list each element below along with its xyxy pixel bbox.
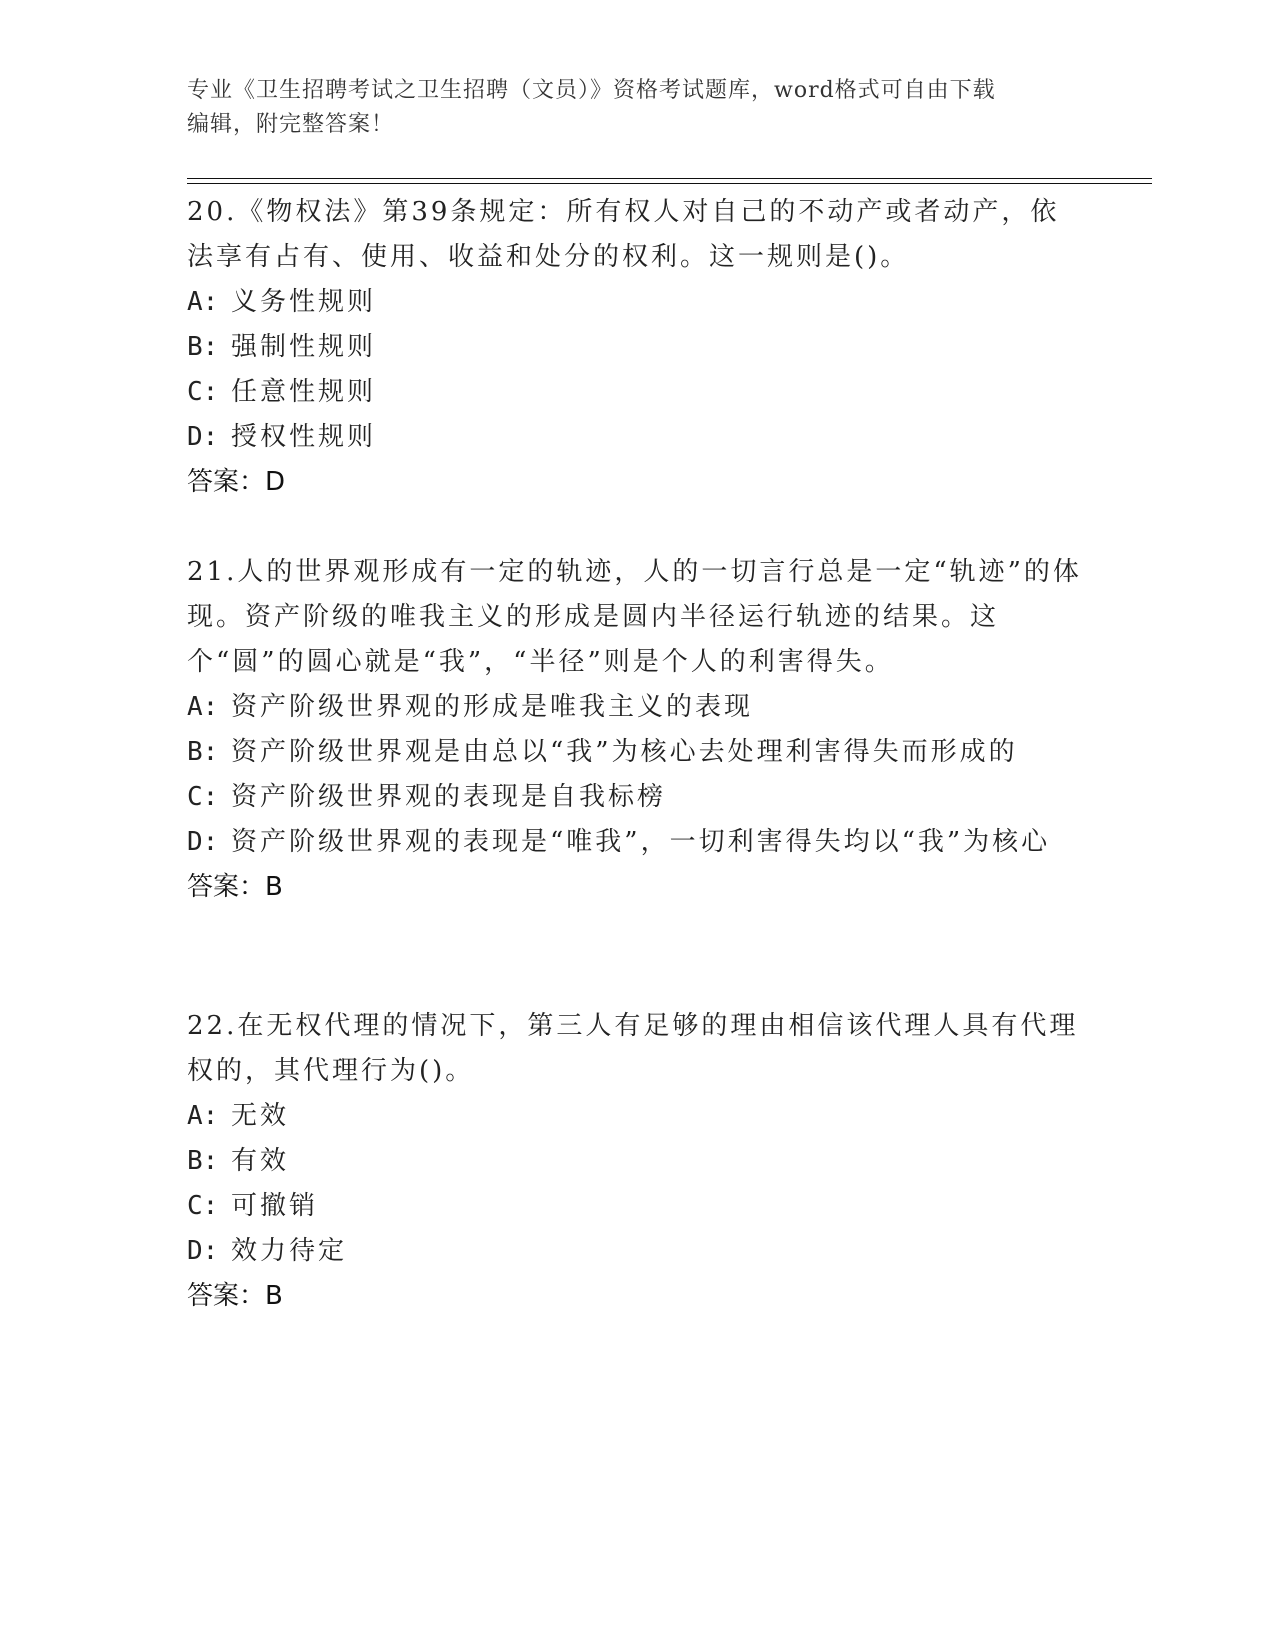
option-letter: C:: [187, 377, 219, 407]
header-line-1: 专业《卫生招聘考试之卫生招聘（文员）》资格考试题库，word格式可自由下载: [187, 78, 996, 103]
question-text: 22.在无权代理的情况下，第三人有足够的理由相信该代理人具有代理权的，其代理行为()。: [187, 1011, 1079, 1086]
question-text: 21.人的世界观形成有一定的轨迹，人的一切言行总是一定“轨迹”的体现。资产阶级的唯我主义的形成是圆内半径运行轨迹的结果。这个“圆”的圆心就是“我”，“半径”则是个人的利害得失。: [187, 557, 1082, 677]
option-text: 资产阶级世界观的表现是自我标榜: [231, 782, 667, 812]
option-text: 资产阶级世界观的表现是“唯我”，一切利害得失均以“我”为核心: [231, 827, 1051, 857]
option-letter: A:: [187, 1101, 219, 1131]
header-divider-bottom: [187, 183, 1152, 184]
option-letter: B:: [187, 332, 219, 362]
question-22: [187, 1004, 1087, 1319]
header-line-2: 编辑，附完整答案！: [187, 112, 395, 137]
option-b: [187, 730, 1087, 775]
option-c: [187, 370, 1087, 415]
option-c: [187, 775, 1087, 820]
option-letter: B:: [187, 737, 219, 767]
option-text: 资产阶级世界观的形成是唯我主义的表现: [231, 692, 754, 722]
option-text: 效力待定: [231, 1236, 348, 1266]
header-divider-top: [187, 178, 1152, 179]
option-text: 可撤销: [231, 1191, 319, 1221]
option-d: [187, 415, 1087, 460]
option-letter: D:: [187, 1236, 219, 1266]
option-text: 义务性规则: [231, 287, 377, 317]
option-text: 任意性规则: [231, 377, 377, 407]
answer: 答案：B: [187, 872, 283, 902]
option-text: 资产阶级世界观是由总以“我”为核心去处理利害得失而形成的: [231, 737, 1018, 767]
option-letter: C:: [187, 1191, 219, 1221]
option-a: [187, 280, 1087, 325]
question-20: [187, 190, 1087, 505]
option-text: 无效: [231, 1101, 290, 1131]
option-letter: C:: [187, 782, 219, 812]
option-b: [187, 1139, 1087, 1184]
option-letter: D:: [187, 827, 219, 857]
option-a: [187, 685, 1087, 730]
answer: 答案：D: [187, 467, 286, 497]
option-d: [187, 820, 1087, 865]
option-b: [187, 325, 1087, 370]
question-21: [187, 550, 1087, 910]
option-text: 授权性规则: [231, 422, 377, 452]
option-letter: A:: [187, 692, 219, 722]
option-text: 有效: [231, 1146, 290, 1176]
option-a: [187, 1094, 1087, 1139]
question-text: 20.《物权法》第39条规定：所有权人对自己的不动产或者动产，依法享有占有、使用、收益和处分的权利。这一规则是()。: [187, 197, 1060, 272]
document-header: [187, 74, 1067, 142]
option-letter: B:: [187, 1146, 219, 1176]
option-letter: D:: [187, 422, 219, 452]
option-d: [187, 1229, 1087, 1274]
option-c: [187, 1184, 1087, 1229]
answer: 答案：B: [187, 1281, 283, 1311]
option-text: 强制性规则: [231, 332, 377, 362]
option-letter: A:: [187, 287, 219, 317]
